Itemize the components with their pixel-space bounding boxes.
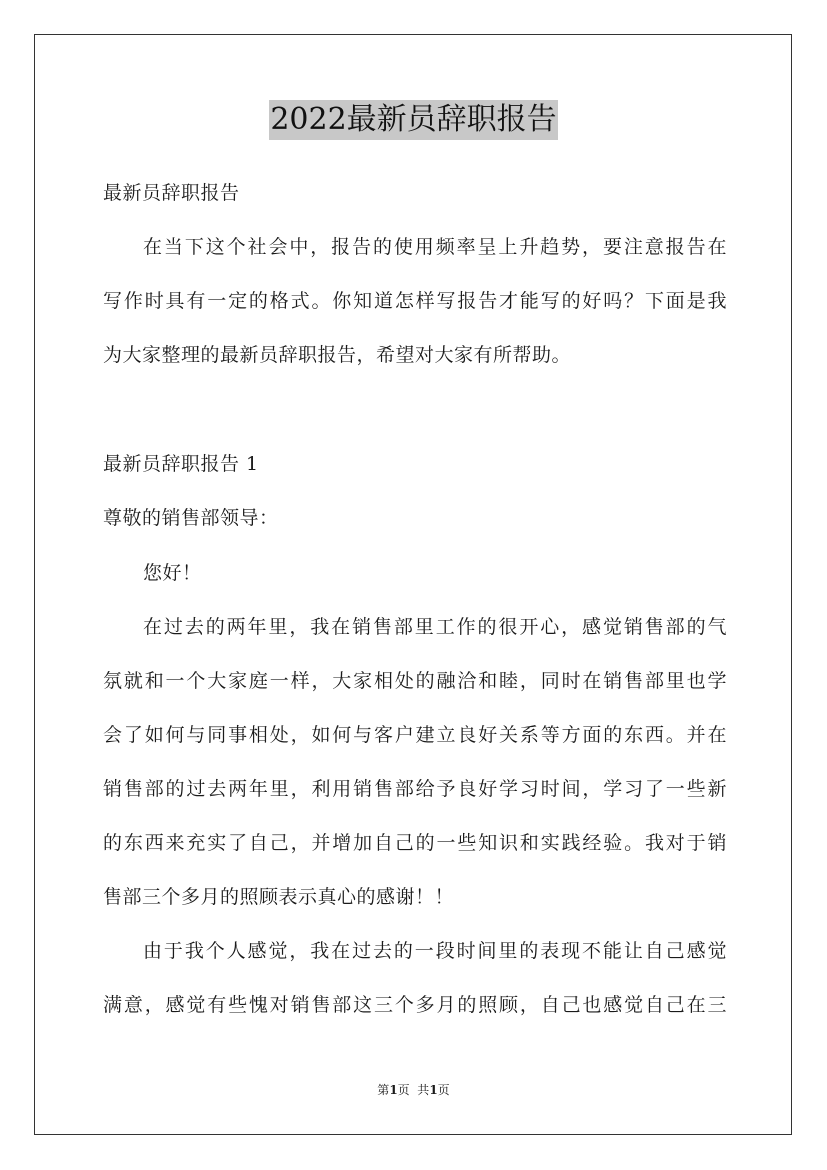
- page-footer: [0, 1082, 827, 1098]
- paragraph-line: 由于我个人感觉，我在过去的一段时间里的表现不能让自己感觉: [143, 940, 727, 962]
- footer-page-number: 1: [389, 1083, 398, 1097]
- intro-line: 为大家整理的最新员辞职报告，希望对大家有所帮助。: [103, 344, 572, 366]
- paragraph-line: 在过去的两年里，我在销售部里工作的很开心，感觉销售部的气: [143, 616, 727, 638]
- title-container: [0, 100, 827, 140]
- document-subtitle: 最新员辞职报告: [103, 182, 240, 204]
- salutation: 尊敬的销售部领导：: [103, 507, 279, 529]
- intro-line: 写作时具有一定的格式。你知道怎样写报告才能写的好吗？下面是我: [103, 290, 727, 312]
- footer-page-mid: 页 共: [397, 1083, 430, 1097]
- greeting: 您好！: [143, 562, 202, 584]
- paragraph-line: 售部三个多月的照顾表示真心的感谢！！: [103, 886, 455, 908]
- paragraph-line: 会了如何与同事相处，如何与客户建立良好关系等方面的东西。并在: [103, 724, 727, 746]
- footer-page-prefix: 第: [377, 1083, 390, 1097]
- footer-page-suffix: 页: [437, 1083, 450, 1097]
- intro-line: 在当下这个社会中，报告的使用频率呈上升趋势，要注意报告在: [143, 236, 727, 258]
- section-heading: 最新员辞职报告 1: [103, 453, 259, 475]
- paragraph-line: 销售部的过去两年里，利用销售部给予良好学习时间，学习了一些新: [103, 778, 727, 800]
- paragraph-line: 满意，感觉有些愧对销售部这三个多月的照顾，自己也感觉自己在三: [103, 994, 727, 1016]
- paragraph-line: 氛就和一个大家庭一样，大家相处的融洽和睦，同时在销售部里也学: [103, 670, 727, 692]
- paragraph-line: 的东西来充实了自己，并增加自己的一些知识和实践经验。我对于销: [103, 832, 727, 854]
- footer-total-pages: 1: [429, 1083, 438, 1097]
- document-title: 2022最新员辞职报告: [269, 100, 557, 140]
